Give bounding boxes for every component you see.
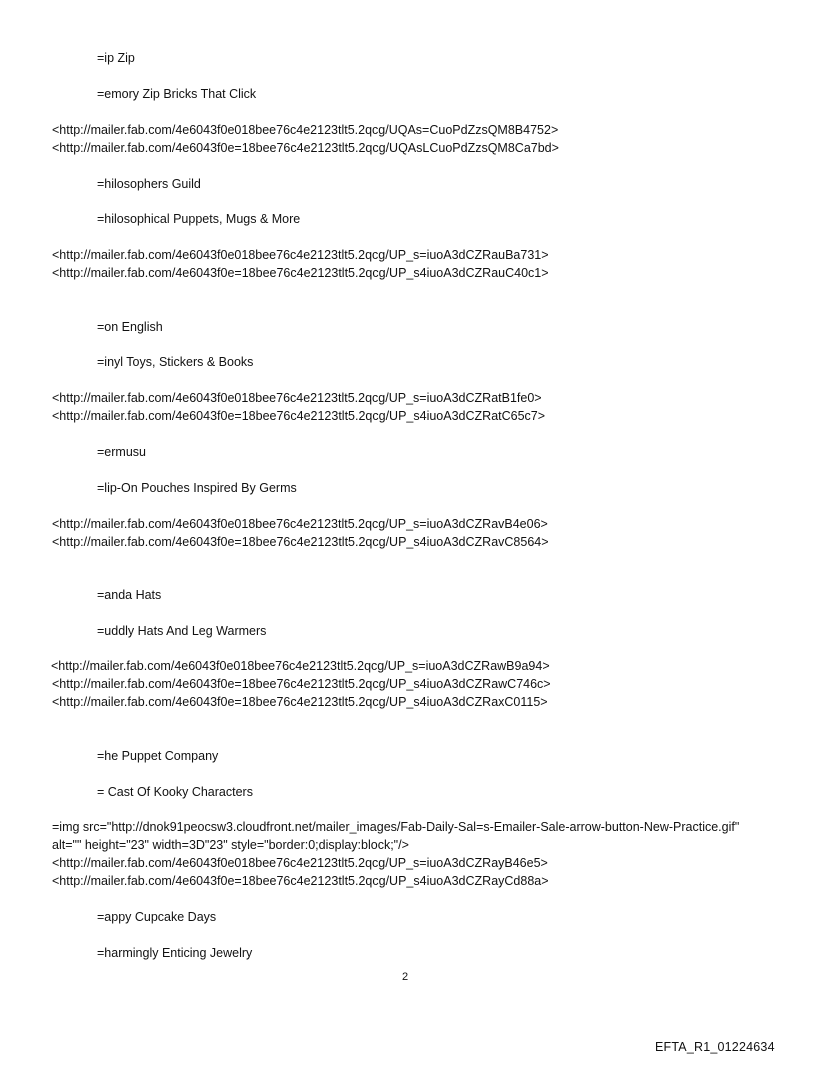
block-subtitle: =harmingly Enticing Jewelry xyxy=(97,946,253,960)
link-line: <http://mailer.fab.com/4e6043f0e018bee76c4e2123tlt5.2qcg/UQAs=CuoPdZzsQM8B4752> xyxy=(52,123,559,137)
block-title: =ip Zip xyxy=(97,51,135,65)
block-subtitle: =hilosophical Puppets, Mugs & More xyxy=(97,212,301,226)
link-line: <http://mailer.fab.com/4e6043f0e018bee76c4e2123tlt5.2qcg/UP_s=iuoA3dCZRauBa731> xyxy=(52,248,549,262)
block-title: =ermusu xyxy=(97,445,146,459)
link-line: <http://mailer.fab.com/4e6043f0e018bee76c4e2123tlt5.2qcg/UP_s=iuoA3dCZRawB9a94> xyxy=(51,659,550,673)
block-title: =hilosophers Guild xyxy=(97,177,201,191)
block-subtitle: =uddly Hats And Leg Warmers xyxy=(97,624,267,638)
block-subtitle: = Cast Of Kooky Characters xyxy=(97,785,253,799)
link-line: <http://mailer.fab.com/4e6043f0e=18bee76c4e2123tlt5.2qcg/UP_s4iuoA3dCZRavC8564> xyxy=(52,535,549,549)
link-line: <http://mailer.fab.com/4e6043f0e018bee76c4e2123tlt5.2qcg/UP_s=iuoA3dCZRayB46e5> xyxy=(52,856,548,870)
block-subtitle: =inyl Toys, Stickers & Books xyxy=(97,355,254,369)
link-line: <http://mailer.fab.com/4e6043f0e=18bee76c4e2123tlt5.2qcg/UP_s4iuoA3dCZRauC40c1> xyxy=(52,266,549,280)
page-number: 2 xyxy=(402,971,409,983)
link-line: <http://mailer.fab.com/4e6043f0e=18bee76c4e2123tlt5.2qcg/UP_s4iuoA3dCZRawC746c> xyxy=(52,677,551,691)
link-line: <http://mailer.fab.com/4e6043f0e=18bee76c4e2123tlt5.2qcg/UP_s4iuoA3dCZRaxC0115> xyxy=(52,695,548,709)
link-line: <http://mailer.fab.com/4e6043f0e018bee76c4e2123tlt5.2qcg/UP_s=iuoA3dCZRavB4e06> xyxy=(52,517,548,531)
block-title: =appy Cupcake Days xyxy=(97,910,217,924)
block-title: =he Puppet Company xyxy=(97,749,219,763)
img-tag-line: =img src="http://dnok91peocsw3.cloudfront.net/mailer_images/Fab-Daily-Sal=s-Emailer-Sale-arrow-button-New-Practice.gif" alt="" height="23" width=3D"23" style="border:0;display:block;"/> xyxy=(52,820,740,852)
block-title: =anda Hats xyxy=(97,588,162,602)
document-id-footer: EFTA_R1_01224634 xyxy=(655,1040,775,1054)
block-subtitle: =lip-On Pouches Inspired By Germs xyxy=(97,481,297,495)
link-line: <http://mailer.fab.com/4e6043f0e=18bee76c4e2123tlt5.2qcg/UP_s4iuoA3dCZRatC65c7> xyxy=(52,409,546,423)
link-line: <http://mailer.fab.com/4e6043f0e=18bee76c4e2123tlt5.2qcg/UQAsLCuoPdZzsQM8Ca7bd> xyxy=(52,141,559,155)
link-line: <http://mailer.fab.com/4e6043f0e=18bee76c4e2123tlt5.2qcg/UP_s4iuoA3dCZRayCd88a> xyxy=(52,874,549,888)
link-line: <http://mailer.fab.com/4e6043f0e018bee76c4e2123tlt5.2qcg/UP_s=iuoA3dCZRatB1fe0> xyxy=(52,391,542,405)
block-subtitle: =emory Zip Bricks That Click xyxy=(97,87,257,101)
block-title: =on English xyxy=(97,320,163,334)
